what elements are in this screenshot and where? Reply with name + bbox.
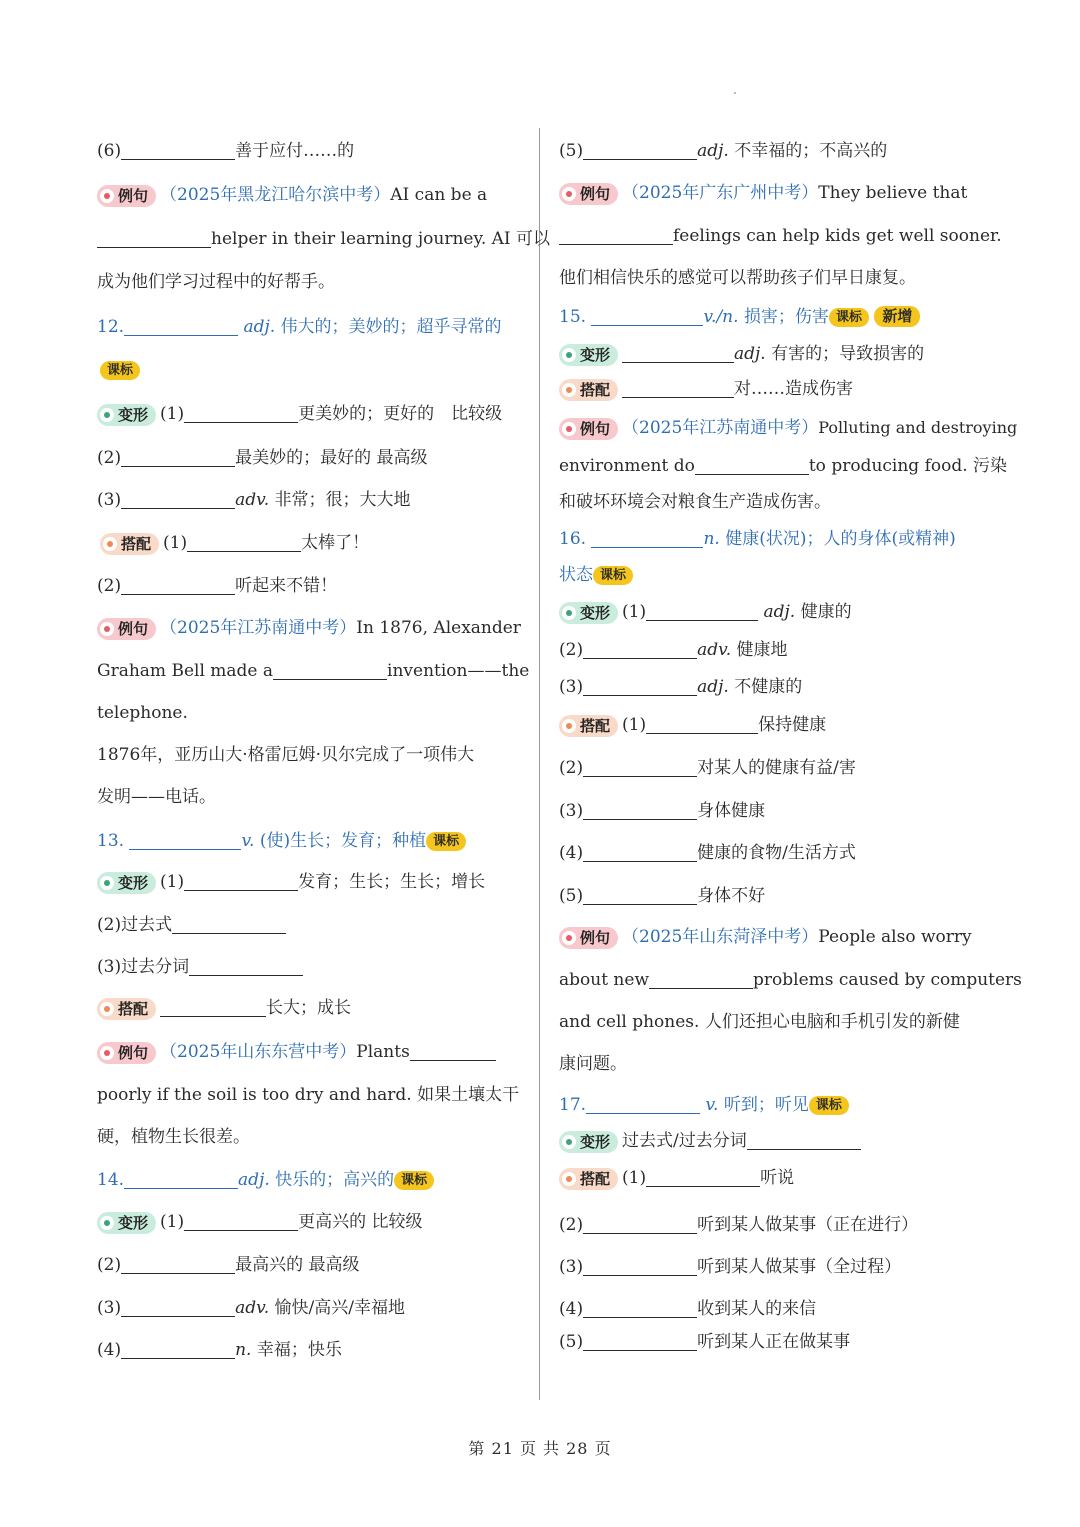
circle-icon — [100, 622, 114, 636]
answer-blank[interactable] — [646, 602, 758, 621]
source-label: （2025年山东菏泽中考） — [622, 927, 819, 947]
source-label: （2025年山东东营中考） — [160, 1042, 357, 1062]
answer-blank[interactable] — [747, 1131, 861, 1150]
entry-heading-12: 12. adj. 伟大的；美妙的；超乎寻常的 — [97, 317, 502, 337]
entry-heading-13: 13. v. (使)生长；发育；种植 课标 — [97, 829, 466, 853]
answer-blank[interactable] — [583, 1299, 697, 1318]
circle-icon — [100, 189, 114, 203]
item-line: 变形 过去式/过去分词 — [559, 1129, 861, 1153]
circle-icon — [562, 1135, 576, 1149]
scan-dot — [734, 92, 736, 94]
item-line: 搭配 对……造成伤害 — [559, 377, 853, 401]
example-line: 例句 （2025年广东广州中考）They believe that — [559, 181, 967, 205]
item-line: 搭配 (1) 太棒了！ — [100, 531, 369, 555]
translation-line: 发明——电话。 — [97, 787, 216, 807]
collocation-badge: 搭配 — [97, 998, 156, 1020]
translation-line: 硬，植物生长很差。 — [97, 1127, 250, 1147]
answer-blank[interactable] — [121, 1255, 235, 1274]
example-line: 例句 （2025年山东菏泽中考）People also worry — [559, 925, 972, 949]
answer-blank[interactable] — [583, 1257, 697, 1276]
entry-heading-14: 14. adj. 快乐的；高兴的 课标 — [97, 1168, 434, 1192]
circle-icon — [100, 1046, 114, 1060]
answer-blank[interactable] — [622, 379, 734, 398]
kebiao-line — [100, 358, 140, 382]
example-line: 例句 （2025年江苏南通中考）Polluting and destroying — [559, 416, 1017, 440]
variant-badge: 变形 — [559, 344, 618, 366]
item-line: (3) adv. 愉快/高兴/幸福地 — [97, 1298, 405, 1318]
answer-blank[interactable] — [273, 661, 387, 680]
answer-blank[interactable] — [121, 490, 235, 509]
example-line: helper in their learning journey. AI 可以 — [97, 227, 550, 251]
answer-blank[interactable] — [124, 1170, 238, 1189]
item-line: (2) 最高兴的 最高级 — [97, 1255, 360, 1275]
answer-blank[interactable] — [583, 640, 697, 659]
item-line: (3) adj. 不健康的 — [559, 677, 803, 697]
answer-blank[interactable] — [189, 957, 303, 976]
answer-blank[interactable] — [583, 886, 697, 905]
item-line: (2) 最美妙的；最好的 最高级 — [97, 448, 428, 468]
example-line: and cell phones. 人们还担心电脑和手机引发的新健 — [559, 1012, 960, 1032]
item-line: (3) adv. 非常；很；大大地 — [97, 490, 411, 510]
item-line: (6) 善于应付……的 — [97, 141, 355, 161]
example-badge: 例句 — [559, 418, 618, 440]
answer-blank[interactable] — [129, 831, 241, 850]
answer-blank[interactable] — [583, 758, 697, 777]
collocation-badge: 搭配 — [100, 533, 159, 555]
example-line: 例句 （2025年江苏南通中考）In 1876, Alexander — [97, 616, 521, 640]
circle-icon — [562, 1172, 576, 1186]
circle-icon — [562, 719, 576, 733]
circle-icon — [100, 1002, 114, 1016]
item-line: 变形 (1) 发育；生长；生长；增长 — [97, 870, 485, 894]
new-tag: 新增 — [874, 306, 920, 327]
example-line: 例句 （2025年山东东营中考）Plants — [97, 1040, 496, 1064]
item-line: (4) n. 幸福；快乐 — [97, 1340, 342, 1360]
collocation-badge: 搭配 — [559, 379, 618, 401]
answer-blank[interactable] — [172, 915, 286, 934]
answer-blank[interactable] — [583, 843, 697, 862]
example-line: 例句 （2025年黑龙江哈尔滨中考）AI can be a — [97, 183, 487, 207]
entry-heading-16: 16. n. 健康(状况)；人的身体(或精神) — [559, 529, 956, 549]
circle-icon — [100, 1216, 114, 1230]
answer-blank[interactable] — [160, 998, 266, 1017]
item-line: (3) 听到某人做某事（全过程） — [559, 1257, 902, 1277]
source-label: （2025年江苏南通中考） — [622, 418, 819, 438]
circle-icon — [562, 931, 576, 945]
example-badge: 例句 — [559, 927, 618, 949]
column-divider — [539, 128, 540, 1400]
answer-blank[interactable] — [121, 576, 235, 595]
translation-line: 他们相信快乐的感觉可以帮助孩子们早日康复。 — [559, 268, 916, 288]
item-line: (4) 健康的食物/生活方式 — [559, 843, 856, 863]
translation-line: 康问题。 — [559, 1054, 627, 1074]
translation-line: 1876年，亚历山大·格雷厄姆·贝尔完成了一项伟大 — [97, 745, 475, 765]
page-number-footer: 第 21 页 共 28 页 — [468, 1439, 612, 1458]
entry-heading-17: 17. v. 听到；听见 课标 — [559, 1093, 849, 1117]
answer-blank[interactable] — [124, 317, 238, 336]
item-line: 变形 adj. 有害的；导致损害的 — [559, 342, 924, 366]
item-line: (5) 听到某人正在做某事 — [559, 1332, 851, 1352]
source-label: （2025年黑龙江哈尔滨中考） — [160, 185, 391, 205]
variant-badge: 变形 — [97, 404, 156, 426]
entry-heading-16-cont: 状态 课标 — [559, 563, 633, 587]
item-line: (2) 听起来不错！ — [97, 576, 338, 596]
example-line: poorly if the soil is too dry and hard. 如果土壤太干 — [97, 1085, 520, 1105]
variant-badge: 变形 — [559, 1131, 618, 1153]
item-line: 变形 (1) adj. 健康的 — [559, 600, 852, 624]
answer-blank[interactable] — [187, 533, 301, 552]
variant-badge: 变形 — [97, 872, 156, 894]
example-badge: 例句 — [97, 1042, 156, 1064]
answer-blank[interactable] — [586, 1095, 700, 1114]
example-badge: 例句 — [559, 183, 618, 205]
item-line: (2)过去式 — [97, 913, 286, 937]
item-line: 搭配 (1) 保持健康 — [559, 713, 826, 737]
example-line: environment do to producing food. 污染 — [559, 456, 1008, 476]
circle-icon — [103, 537, 117, 551]
kebiao-tag: 课标 — [394, 1171, 434, 1190]
collocation-badge: 搭配 — [559, 715, 618, 737]
variant-badge: 变形 — [97, 1212, 156, 1234]
item-line: (2) adv. 健康地 — [559, 640, 788, 660]
item-line: (5) adj. 不幸福的；不高兴的 — [559, 141, 888, 161]
item-line: 搭配 (1) 听说 — [559, 1166, 794, 1190]
item-line: (2) 听到某人做某事（正在进行） — [559, 1215, 919, 1235]
example-badge: 例句 — [97, 185, 156, 207]
answer-blank[interactable] — [583, 677, 697, 696]
answer-blank[interactable] — [622, 344, 734, 363]
answer-blank[interactable] — [591, 307, 703, 326]
circle-icon — [562, 383, 576, 397]
entry-heading-15: 15. v./n. 损害；伤害 课标 新增 — [559, 305, 920, 329]
circle-icon — [562, 422, 576, 436]
answer-blank[interactable] — [184, 1212, 298, 1231]
item-line: (2) 对某人的健康有益/害 — [559, 758, 856, 778]
answer-blank[interactable] — [121, 1298, 235, 1317]
kebiao-tag: 课标 — [809, 1096, 849, 1115]
item-line: 变形 (1) 更美妙的；更好的 比较级 — [97, 402, 502, 426]
item-line: (3)过去分词 — [97, 955, 303, 979]
circle-icon — [562, 348, 576, 362]
example-line: Graham Bell made a invention——the — [97, 661, 530, 681]
kebiao-tag: 课标 — [593, 566, 633, 585]
example-line: about new problems caused by computers — [559, 970, 1022, 990]
answer-blank[interactable] — [583, 1332, 697, 1351]
answer-blank[interactable] — [649, 970, 753, 989]
variant-badge: 变形 — [559, 602, 618, 624]
kebiao-tag: 课标 — [829, 308, 869, 327]
answer-blank[interactable] — [695, 456, 809, 475]
circle-icon — [562, 187, 576, 201]
kebiao-tag: 课标 — [100, 361, 140, 380]
answer-blank[interactable] — [410, 1042, 496, 1061]
item-line: 搭配 长大；成长 — [97, 996, 351, 1020]
answer-blank[interactable] — [184, 404, 298, 423]
answer-blank[interactable] — [583, 141, 697, 160]
answer-blank[interactable] — [121, 448, 235, 467]
collocation-badge: 搭配 — [559, 1168, 618, 1190]
answer-blank[interactable] — [559, 226, 673, 245]
answer-blank[interactable] — [583, 801, 697, 820]
answer-blank[interactable] — [121, 141, 235, 160]
circle-icon — [562, 606, 576, 620]
answer-blank[interactable] — [583, 1215, 697, 1234]
source-label: （2025年广东广州中考） — [622, 183, 819, 203]
answer-blank[interactable] — [591, 529, 703, 548]
circle-icon — [100, 408, 114, 422]
example-badge: 例句 — [97, 618, 156, 640]
translation-line: 成为他们学习过程中的好帮手。 — [97, 272, 335, 292]
kebiao-tag: 课标 — [426, 832, 466, 851]
answer-blank[interactable] — [121, 1340, 235, 1359]
item-line: 变形 (1) 更高兴的 比较级 — [97, 1210, 423, 1234]
example-line: telephone. — [97, 703, 188, 723]
answer-blank[interactable] — [646, 1168, 760, 1187]
translation-line: 和破坏环境会对粮食生产造成伤害。 — [559, 492, 831, 512]
source-label: （2025年江苏南通中考） — [160, 618, 357, 638]
item-line: (5) 身体不好 — [559, 886, 766, 906]
answer-blank[interactable] — [646, 715, 758, 734]
answer-blank[interactable] — [97, 229, 211, 248]
item-line: (4) 收到某人的来信 — [559, 1299, 817, 1319]
circle-icon — [100, 876, 114, 890]
answer-blank[interactable] — [184, 872, 298, 891]
item-line: (3) 身体健康 — [559, 801, 766, 821]
example-line: feelings can help kids get well sooner. — [559, 224, 1002, 248]
